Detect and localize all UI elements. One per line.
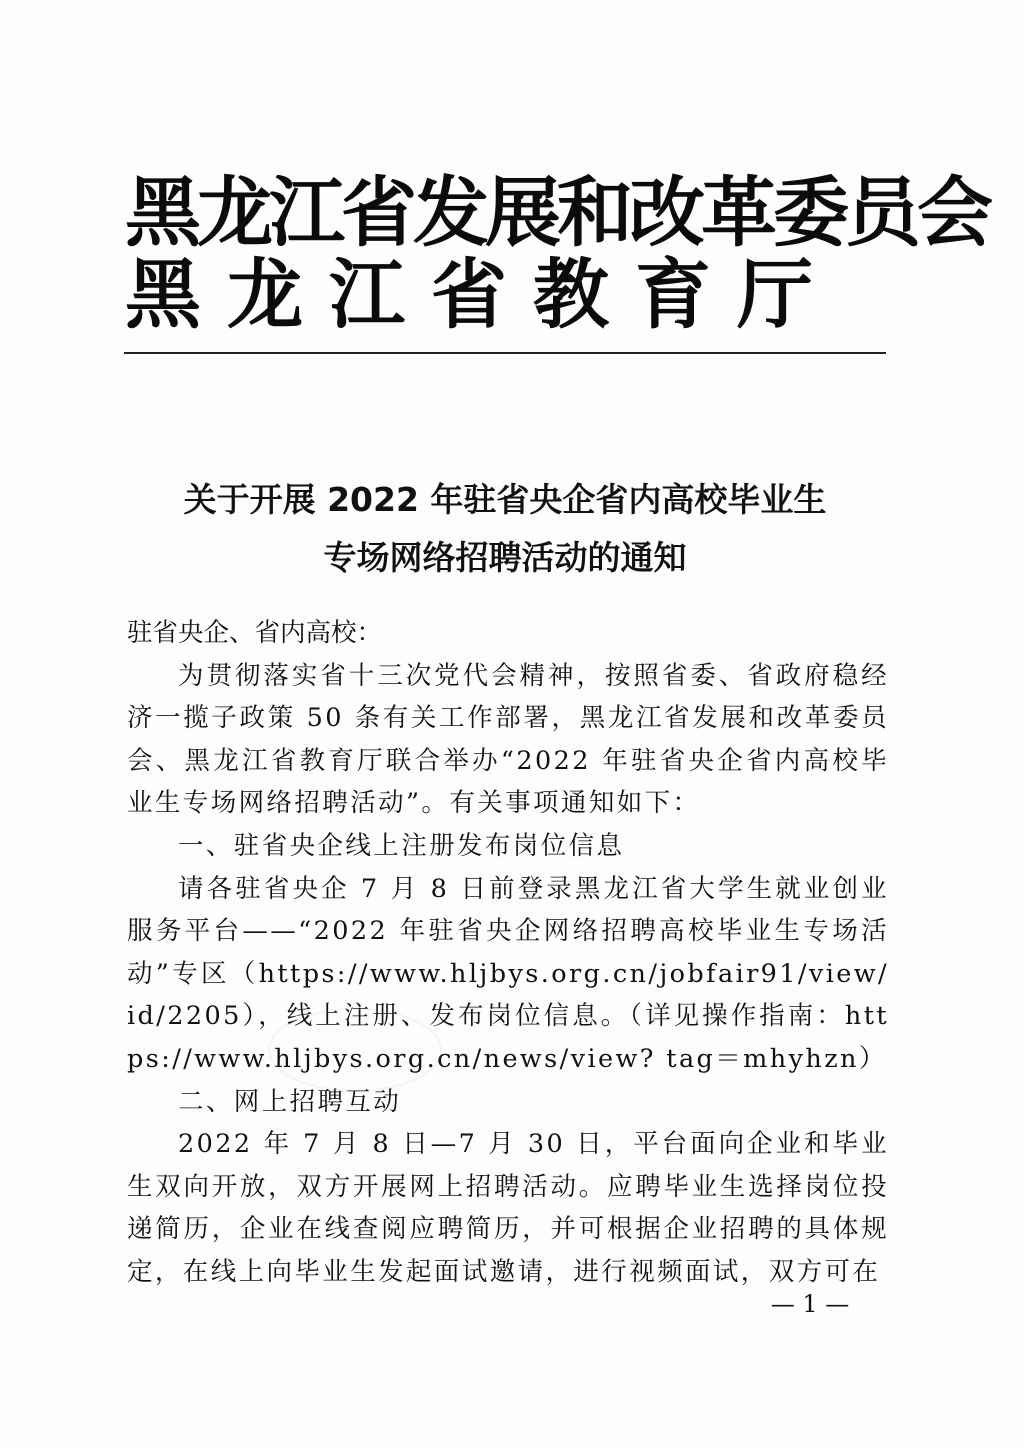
document-title-line-2: 专场网络招聘活动的通知 <box>323 538 687 577</box>
header-divider <box>124 352 886 354</box>
intro-paragraph: 为贯彻落实省十三次党代会精神，按照省委、省政府稳经济一揽子政策 50 条有关工作部署，黑龙江省发展和改革委员会、黑龙江省教育厅联合举办“2022 年驻省央企省内高校毕业生专场网络招聘活动”。有关事项通知如下： <box>127 660 889 819</box>
section-2-heading: 二、网上招聘互动 <box>178 1086 402 1117</box>
page-number: — 1 — <box>770 1290 850 1318</box>
section-1-heading: 一、驻省央企线上注册发布岗位信息 <box>178 830 625 861</box>
document-title-line-1: 关于开展 2022 年驻省央企省内高校毕业生 <box>183 480 827 519</box>
section-1-paragraph: 请各驻省央企 7 月 8 日前登录黑龙江省大学生就业创业服务平台——“2022 年驻省央企网络招聘高校毕业生专场活动”专区（https://www.hljbys.org.cn/jobfair91/view/id/2205），线上注册、发布岗位信息。（详见操作指南：https://www.hljbys.org.cn/news/view? tag＝mhyhzn） <box>127 873 889 1074</box>
salutation: 驻省央企、省内高校： <box>127 618 383 648</box>
section-2-paragraph: 2022 年 7 月 8 日—7 月 30 日，平台面向企业和毕业生双向开放，双方开展网上招聘活动。应聘毕业生选择岗位投递简历，企业在线查阅应聘简历，并可根据企业招聘的具体规定，在线上向毕业生发起面试邀请，进行视频面试，双方可在 <box>127 1129 889 1287</box>
issuing-org-2: 黑龙江省教育厅 <box>125 250 839 339</box>
document-body <box>127 612 889 1294</box>
issuing-org-1: 黑龙江省发展和改革委员会 <box>125 168 989 257</box>
